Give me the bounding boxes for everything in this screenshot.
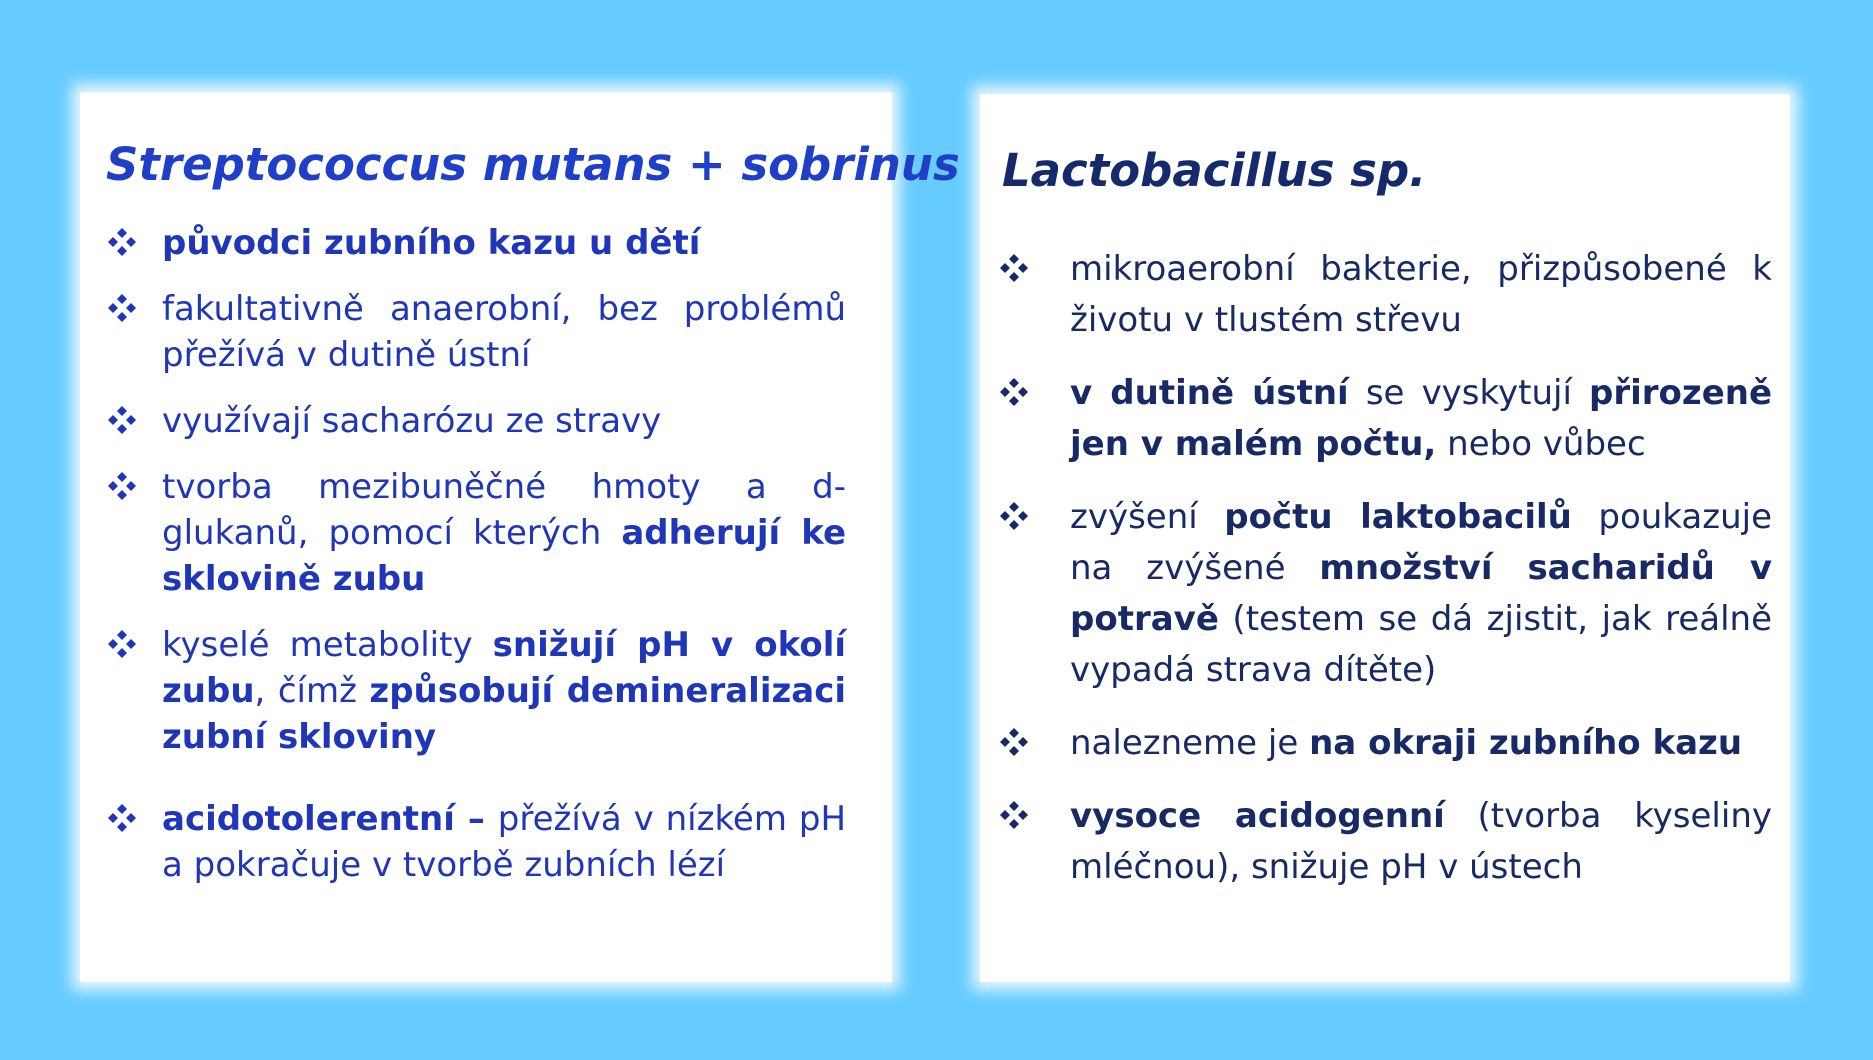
bold-text: adherují ke sklovině zubu: [162, 513, 847, 599]
text: (testem se dá zjistit, jak reálně vypadá strava dítěte): [1070, 599, 1772, 690]
bullet-item: [106, 464, 846, 602]
text: přežívá v nízkém pH a pokračuje v tvorbě zubních lézí: [162, 799, 847, 885]
text: poukazuje na zvýšené: [1070, 497, 1772, 588]
text: nebo vůbec: [1436, 424, 1646, 464]
streptococcus-card: [80, 92, 960, 982]
bold-text: v dutině ústní: [1070, 373, 1349, 413]
bold-text: počtu laktobacilů: [1224, 497, 1572, 537]
bold-text: způsobují demineralizaci zubní skloviny: [162, 671, 847, 757]
bold-text: acidotolerentní –: [162, 799, 498, 839]
four-diamond-bullet-icon: [106, 398, 140, 444]
text: nalezneme je: [1070, 723, 1310, 763]
bullet-item: [106, 398, 846, 444]
lactobacillus-title: Lactobacillus sp.: [1002, 144, 1427, 197]
bullet-item: [998, 368, 1772, 470]
bullet-item: [998, 791, 1772, 893]
bold-text: na okraji zubního kazu: [1309, 723, 1743, 763]
bullet-item: [998, 718, 1772, 769]
text: tvorba mezibuněčné hmoty a d-glukanů, pomocí kterých: [162, 467, 846, 553]
streptococcus-bullet-list: [106, 220, 846, 888]
bullet-item: [998, 244, 1772, 346]
four-diamond-bullet-icon: [106, 464, 140, 510]
four-diamond-bullet-icon: [998, 492, 1032, 543]
four-diamond-bullet-icon: [106, 622, 140, 668]
text: zvýšení: [1070, 497, 1225, 537]
bullet-item: [998, 492, 1772, 696]
lactobacillus-card: [980, 94, 1790, 982]
bold-text: množství sacharidů v potravě: [1070, 548, 1772, 639]
streptococcus-title: Streptococcus mutans + sobrinus: [106, 138, 960, 191]
text: fakultativně anaerobní, bez problémů přežívá v dutině ústní: [162, 289, 846, 375]
text: kyselé metabolity: [162, 625, 493, 665]
text: (tvorba kyseliny mléčnou), snižuje pH v ústech: [1070, 796, 1772, 887]
bullet-item: [106, 286, 846, 378]
four-diamond-bullet-icon: [998, 244, 1032, 295]
four-diamond-bullet-icon: [998, 368, 1032, 419]
bullet-item: [106, 622, 846, 760]
text: , čímž: [254, 671, 370, 711]
bullet-item: [106, 796, 846, 888]
four-diamond-bullet-icon: [106, 220, 140, 266]
four-diamond-bullet-icon: [106, 796, 140, 842]
four-diamond-bullet-icon: [998, 791, 1032, 842]
bullet-item: [106, 220, 846, 266]
bold-text: původci zubního kazu u dětí: [162, 223, 701, 263]
four-diamond-bullet-icon: [106, 286, 140, 332]
text: se vyskytují: [1348, 373, 1590, 413]
text: využívají sacharózu ze stravy: [162, 401, 662, 441]
text: mikroaerobní bakterie, přizpůsobené k životu v tlustém střevu: [1070, 249, 1772, 340]
bold-text: přirozeně jen v malém počtu,: [1070, 373, 1773, 464]
bold-text: snižují pH v okolí zubu: [162, 625, 846, 711]
four-diamond-bullet-icon: [998, 718, 1032, 769]
lactobacillus-bullet-list: [998, 244, 1772, 893]
bold-text: vysoce acidogenní: [1070, 796, 1445, 836]
